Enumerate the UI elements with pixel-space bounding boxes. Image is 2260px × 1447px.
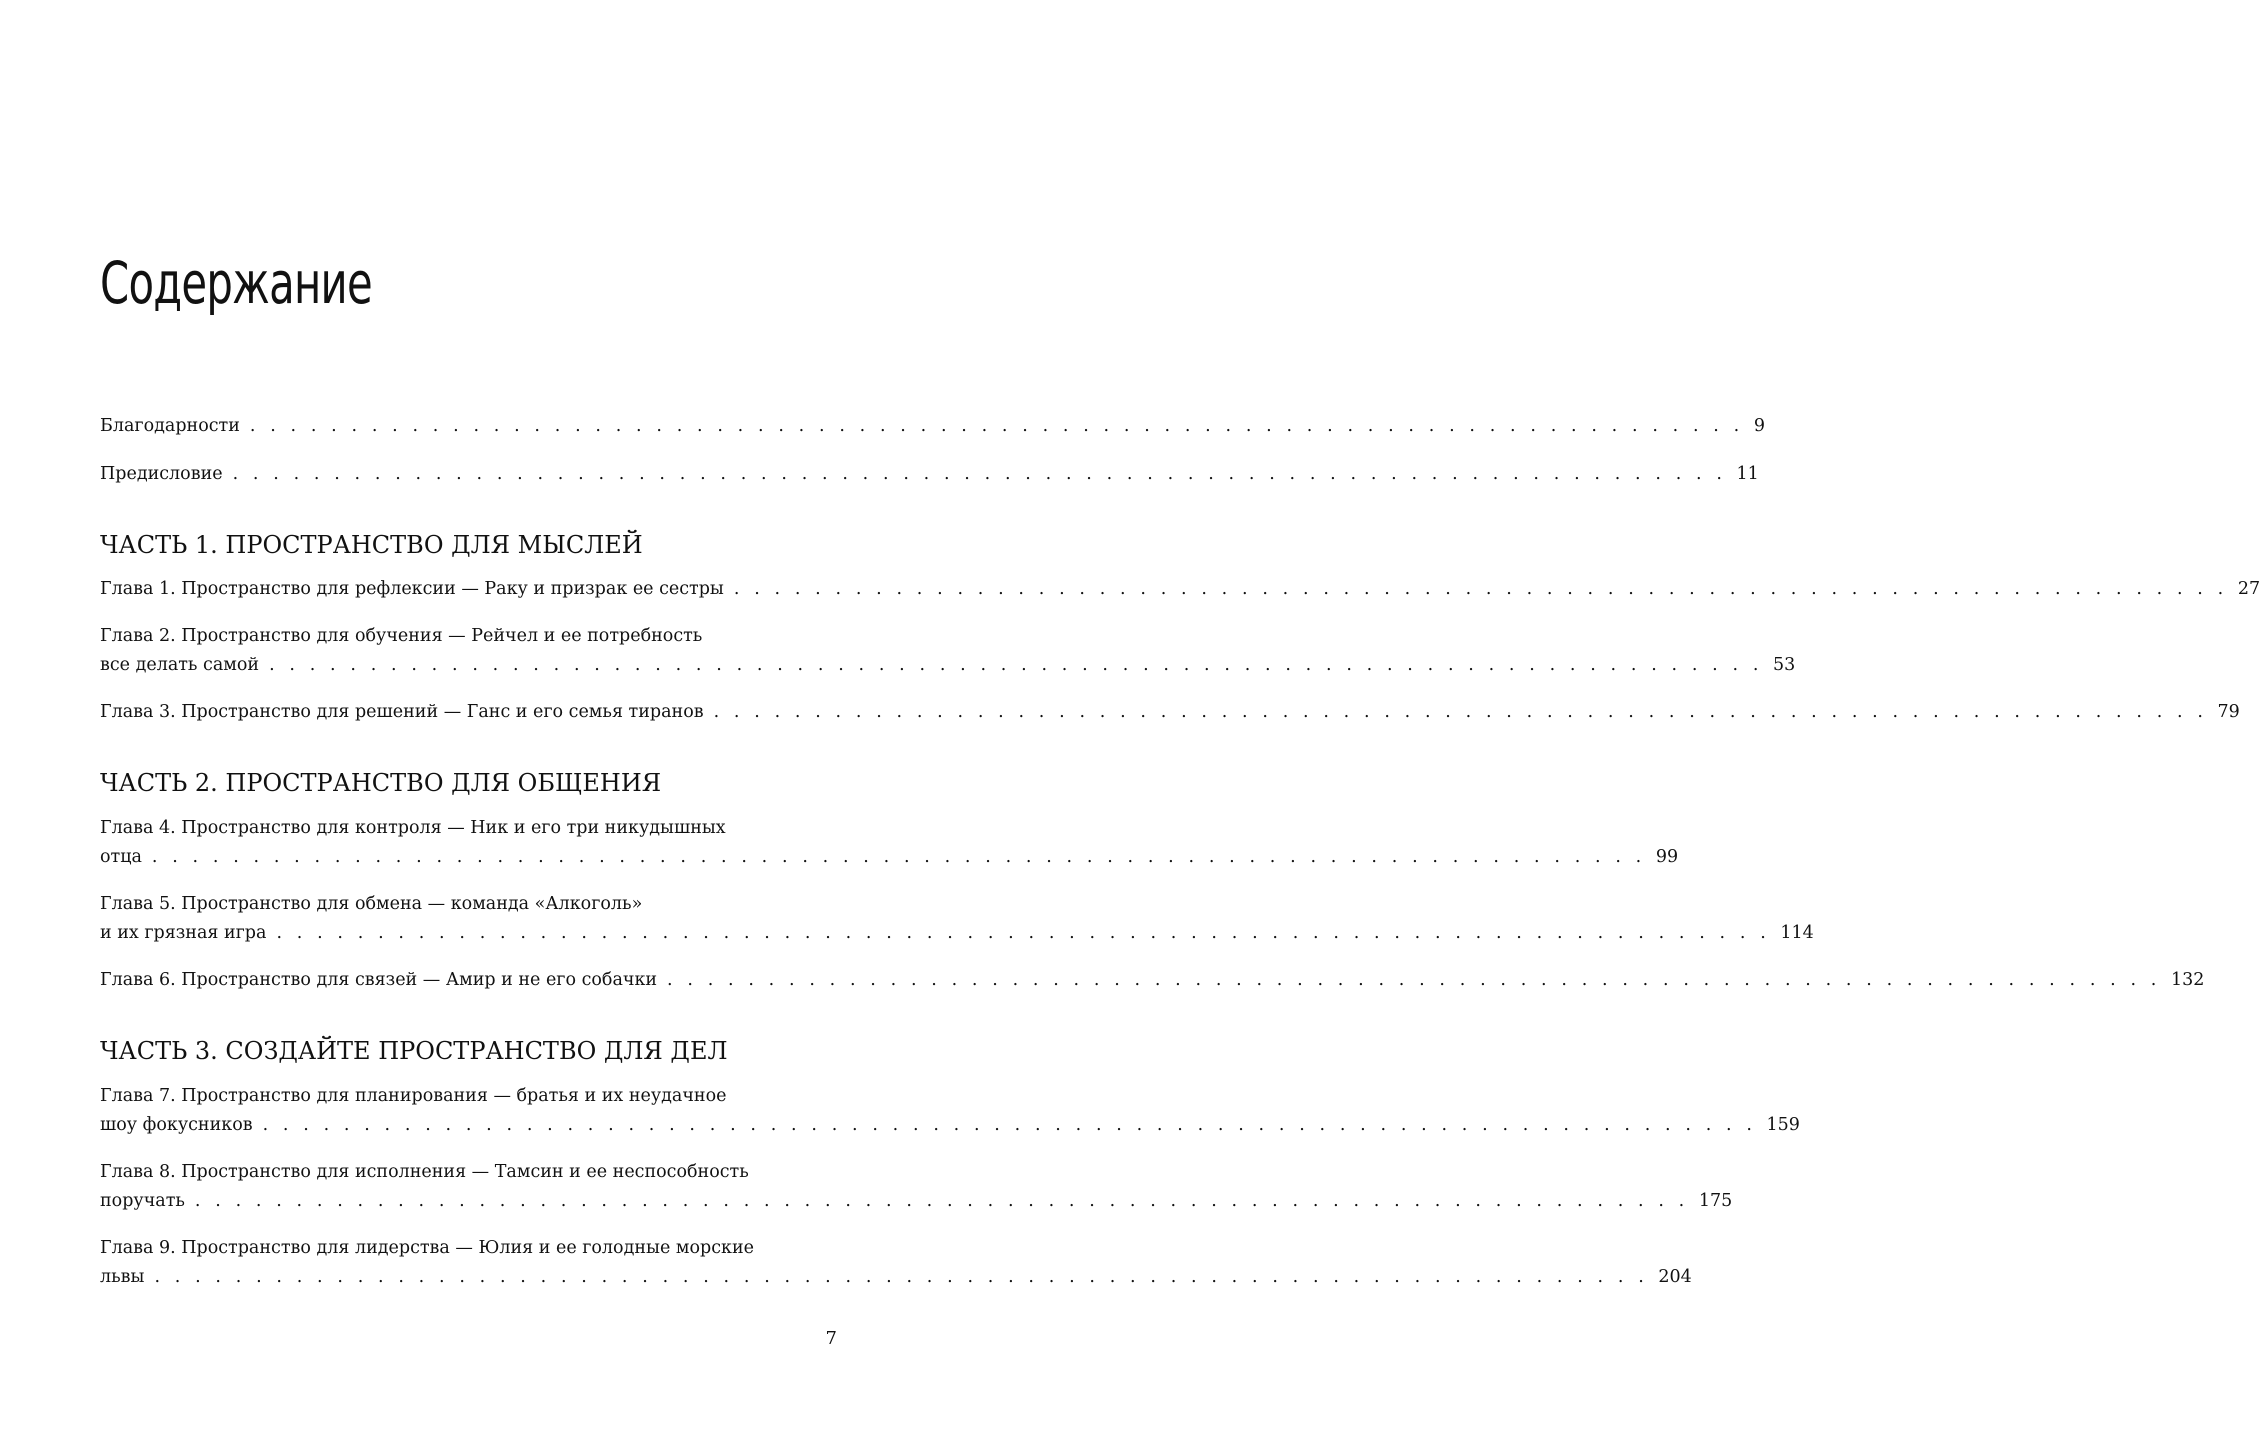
entry-title: Благодарности xyxy=(100,416,240,436)
entry-title: Глава 7. Пространство для планирования — братья и их неудачное xyxy=(100,1086,727,1106)
entry-page-number: 175 xyxy=(1698,1191,1733,1211)
part-heading: ЧАСТЬ 1. ПРОСТРАНСТВО ДЛЯ МЫСЛЕЙ xyxy=(100,531,643,559)
dot-leader: . . . . . . . . . . . . . . . . . . . . . . . . . . . . . . . . . . . . . . . . . . . . . . . . . . . . . . . . . . . . . . . . . . . . . . . . . . xyxy=(151,847,1646,867)
entry-title-continuation: отца xyxy=(100,847,142,867)
entry-title: Глава 2. Пространство для обучения — Рейчел и ее потребность xyxy=(100,626,703,646)
toc-entry-chapter xyxy=(100,1158,1733,1216)
entry-page-number: 132 xyxy=(2170,970,2205,990)
dot-leader: . . . . . . . . . . . . . . . . . . . . . . . . . . . . . . . . . . . . . . . . . . . . . . . . . . . . . . . . . . . . . . . . . . . . . . . . . . xyxy=(154,1267,1649,1287)
entry-page-number: 159 xyxy=(1766,1115,1800,1135)
dot-leader: . . . . . . . . . . . . . . . . . . . . . . . . . . . . . . . . . . . . . . . . . . . . . . . . . . . . . . . . . . . . . . . . . . . . . . . . . . xyxy=(232,464,1727,484)
part-heading: ЧАСТЬ 2. ПРОСТРАНСТВО ДЛЯ ОБЩЕНИЯ xyxy=(100,769,662,797)
entry-page-number: 11 xyxy=(1736,464,1759,484)
dot-leader: . . . . . . . . . . . . . . . . . . . . . . . . . . . . . . . . . . . . . . . . . . . . . . . . . . . . . . . . . . . . . . . . . . . . . . . . . . xyxy=(194,1191,1689,1211)
dot-leader: . . . . . . . . . . . . . . . . . . . . . . . . . . . . . . . . . . . . . . . . . . . . . . . . . . . . . . . . . . . . . . . . . . . . . . . . . . xyxy=(733,579,2228,599)
toc-entry-chapter xyxy=(100,622,1796,680)
entry-title: Предисловие xyxy=(100,464,223,484)
dot-leader: . . . . . . . . . . . . . . . . . . . . . . . . . . . . . . . . . . . . . . . . . . . . . . . . . . . . . . . . . . . . . . . . . . . . . . . . . . xyxy=(276,923,1771,943)
toc-entry-chapter xyxy=(100,890,1814,948)
toc-entry-preface xyxy=(100,460,1759,489)
toc-entry-chapter xyxy=(100,966,2205,995)
dot-leader: . . . . . . . . . . . . . . . . . . . . . . . . . . . . . . . . . . . . . . . . . . . . . . . . . . . . . . . . . . . . . . . . . . . . . . . . . . xyxy=(262,1115,1757,1135)
entry-title-continuation: поручать xyxy=(100,1191,185,1211)
entry-page-number: 99 xyxy=(1655,847,1679,867)
toc-entry-chapter xyxy=(100,1234,1692,1292)
entry-page-number: 27 xyxy=(2237,579,2260,599)
toc-entry-chapter xyxy=(100,575,2260,604)
entry-title-continuation: все делать самой xyxy=(100,655,260,675)
entry-title: Глава 5. Пространство для обмена — команда «Алкоголь» xyxy=(100,894,643,914)
dot-leader: . . . . . . . . . . . . . . . . . . . . . . . . . . . . . . . . . . . . . . . . . . . . . . . . . . . . . . . . . . . . . . . . . . . . . . . . . . xyxy=(667,970,2161,990)
page-number: 7 xyxy=(825,1328,837,1349)
entry-title: Глава 9. Пространство для лидерства — Юлия и ее голодные морские xyxy=(100,1238,754,1258)
toc-entry-acknowledgements xyxy=(100,412,1765,441)
toc-entry-chapter xyxy=(100,814,1679,872)
entry-page-number: 9 xyxy=(1753,416,1765,436)
dot-leader: . . . . . . . . . . . . . . . . . . . . . . . . . . . . . . . . . . . . . . . . . . . . . . . . . . . . . . . . . . . . . . . . . . . . . . . . . . xyxy=(269,655,1764,675)
part-heading: ЧАСТЬ 3. СОЗДАЙТЕ ПРОСТРАНСТВО ДЛЯ ДЕЛ xyxy=(100,1037,728,1065)
entry-title: Глава 3. Пространство для решений — Ганс и его семья тиранов xyxy=(100,702,704,722)
entry-title: Глава 8. Пространство для исполнения — Тамсин и ее неспособность xyxy=(100,1162,749,1182)
entry-title-continuation: шоу фокусников xyxy=(100,1115,253,1135)
entry-title-continuation: львы xyxy=(100,1267,145,1287)
entry-page-number: 114 xyxy=(1780,923,1814,943)
toc-entry-chapter xyxy=(100,698,2240,727)
entry-title-continuation: и их грязная игра xyxy=(100,923,267,943)
entry-title: Глава 4. Пространство для контроля — Ник и его три никудышных xyxy=(100,818,726,838)
dot-leader: . . . . . . . . . . . . . . . . . . . . . . . . . . . . . . . . . . . . . . . . . . . . . . . . . . . . . . . . . . . . . . . . . . . . . . . . . . xyxy=(713,702,2208,722)
entry-page-number: 79 xyxy=(2217,702,2240,722)
page-title: Содержание xyxy=(100,249,372,317)
entry-page-number: 53 xyxy=(1773,655,1796,675)
entry-title: Глава 1. Пространство для рефлексии — Раку и призрак ее сестры xyxy=(100,579,724,599)
entry-page-number: 204 xyxy=(1658,1267,1692,1287)
toc-entry-chapter xyxy=(100,1082,1800,1140)
entry-title: Глава 6. Пространство для связей — Амир и не его собачки xyxy=(100,970,658,990)
dot-leader: . . . . . . . . . . . . . . . . . . . . . . . . . . . . . . . . . . . . . . . . . . . . . . . . . . . . . . . . . . . . . . . . . . . . . . . . . . xyxy=(249,416,1744,436)
